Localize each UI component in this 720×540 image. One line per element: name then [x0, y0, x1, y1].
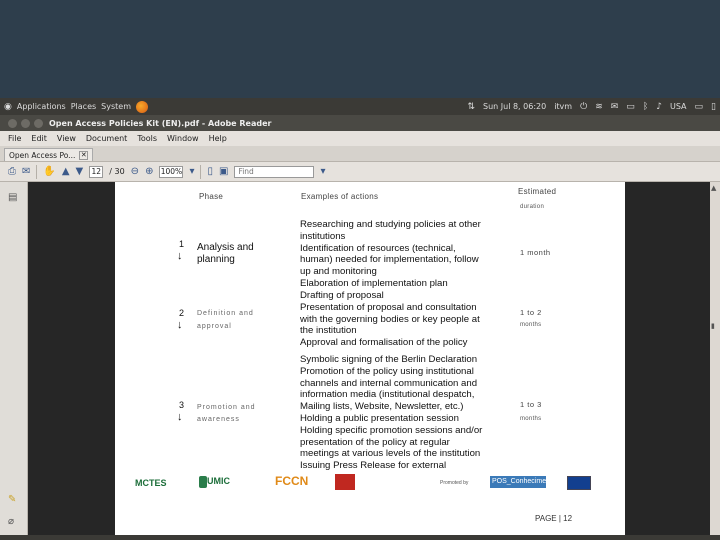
- bluetooth-icon[interactable]: ᛒ: [642, 101, 649, 112]
- pdf-page: [115, 182, 625, 536]
- toolbar-separator: [200, 165, 201, 179]
- menu-edit[interactable]: Edit: [31, 134, 47, 143]
- menu-window[interactable]: Window: [167, 134, 199, 143]
- volume-icon[interactable]: ♪: [656, 101, 662, 112]
- window-title: Open Access Policies Kit (EN).pdf - Adobe Reader: [49, 118, 272, 128]
- firefox-icon[interactable]: [136, 101, 148, 113]
- toolbar-separator: [36, 165, 37, 179]
- mail-icon[interactable]: ✉: [610, 101, 619, 112]
- close-tab-icon[interactable]: ✕: [80, 150, 87, 159]
- maximize-window-button[interactable]: [34, 119, 43, 128]
- wifi-icon[interactable]: ≋: [595, 101, 603, 112]
- header-examples: Examples of actions: [301, 192, 379, 201]
- find-dropdown-icon[interactable]: ▾: [320, 166, 326, 177]
- example-line: presentation of the policy at regular: [300, 436, 450, 448]
- phase-3-name-line1: Promotion and: [197, 404, 256, 411]
- example-line: with the governing bodies or key people at: [300, 313, 480, 325]
- power-icon[interactable]: ⏻: [580, 101, 588, 112]
- navigation-pane: [0, 182, 28, 540]
- pos-conhecimento-logo: POS_Conhecimento: [490, 476, 546, 488]
- ubuntu-logo-icon[interactable]: ◉: [4, 101, 12, 112]
- document-tab[interactable]: [4, 148, 93, 161]
- header-duration: Estimated: [518, 187, 557, 196]
- minimize-window-button[interactable]: [21, 119, 30, 128]
- example-line: Identification of resources (technical,: [300, 242, 456, 254]
- example-line: Elaboration of implementation plan: [300, 277, 448, 289]
- gnome-top-panel: [0, 98, 720, 115]
- example-line: channels and internal communication and: [300, 377, 478, 389]
- menubar: [0, 131, 720, 146]
- phase-1-name-line2: planning: [197, 254, 235, 265]
- menu-tools[interactable]: Tools: [137, 134, 158, 143]
- next-page-icon[interactable]: ▼: [75, 166, 84, 177]
- phase-3-examples: [300, 354, 496, 472]
- zoom-dropdown-icon[interactable]: ▾: [189, 166, 195, 177]
- fit-width-icon[interactable]: ▣: [219, 166, 229, 177]
- document-tab-label: Open Access Po...: [9, 150, 76, 160]
- display-icon[interactable]: ▭: [694, 101, 704, 112]
- header-duration-sub: duration: [520, 204, 545, 210]
- page-number-input[interactable]: 12: [89, 166, 103, 178]
- phase-3-name-line2: awareness: [197, 416, 240, 423]
- phase-1-duration: 1 month: [520, 248, 551, 257]
- phase-2-name-line2: approval: [197, 323, 232, 330]
- umic-logo: UMIC: [207, 476, 230, 486]
- example-line: institutions: [300, 230, 346, 242]
- zoom-level-select[interactable]: 100%: [160, 166, 183, 176]
- pages-panel-icon[interactable]: ▤: [8, 192, 18, 203]
- down-arrow-icon: ↓: [177, 250, 183, 262]
- phase-1-examples: [300, 219, 496, 290]
- bottom-taskbar: [0, 535, 720, 540]
- down-arrow-icon: ↓: [177, 319, 183, 331]
- scroll-thumb[interactable]: ▮: [711, 322, 715, 330]
- attachments-panel-icon[interactable]: ⌀: [8, 516, 15, 527]
- umic-logo-mark: [199, 476, 207, 488]
- menu-system[interactable]: System: [101, 102, 132, 111]
- example-line: meetings at various levels of the institution: [300, 448, 481, 460]
- find-input[interactable]: [234, 166, 314, 178]
- menu-help[interactable]: Help: [208, 134, 227, 143]
- hand-tool-icon[interactable]: ✋: [43, 166, 56, 177]
- email-icon[interactable]: ✉: [22, 166, 31, 177]
- previous-page-icon[interactable]: ▲: [61, 166, 70, 177]
- example-line: Mailing lists, Website, Newsletter, etc.): [300, 401, 464, 413]
- toolbar: [0, 162, 720, 182]
- phase-2-name-line1: Definition and: [197, 310, 254, 317]
- example-line: Researching and studying policies at other: [300, 219, 481, 230]
- zoom-in-icon[interactable]: ⊕: [145, 166, 154, 177]
- page-total: / 30: [109, 167, 125, 176]
- institution-logo: [335, 474, 355, 490]
- menu-places[interactable]: Places: [70, 102, 97, 111]
- example-line: Issuing Press Release for external: [300, 460, 447, 472]
- phase-3-duration-sub: months: [520, 416, 542, 422]
- example-line: Promotion of the policy using institutional: [300, 365, 474, 377]
- menu-view[interactable]: View: [56, 134, 76, 143]
- window-titlebar[interactable]: [0, 115, 720, 131]
- down-arrow-icon: ↓: [177, 411, 183, 423]
- sponsor-logos: [135, 472, 605, 496]
- keyboard-locale[interactable]: USA: [669, 102, 687, 111]
- fit-page-icon[interactable]: ▯: [207, 166, 213, 177]
- example-line: Drafting of proposal: [300, 290, 384, 301]
- example-line: Symbolic signing of the Berlin Declaration: [300, 354, 478, 365]
- phase-2-duration-sub: months: [520, 322, 542, 328]
- document-tab-bar: [0, 146, 720, 162]
- print-icon[interactable]: ⎙: [8, 166, 16, 177]
- close-window-button[interactable]: [8, 119, 17, 128]
- example-line: up and monitoring: [300, 266, 377, 278]
- zoom-out-icon[interactable]: ⊖: [130, 166, 140, 177]
- network-icon[interactable]: ⇅: [467, 101, 475, 112]
- example-line: Approval and formalisation of the policy: [300, 337, 468, 349]
- example-line: Holding a public presentation session: [300, 412, 459, 424]
- example-line: Holding specific promotion sessions and/or: [300, 424, 483, 436]
- phase-2-examples: [300, 290, 496, 349]
- example-line: Presentation of proposal and consultation: [300, 301, 477, 313]
- phase-2-duration: 1 to 2: [520, 308, 542, 317]
- fccn-logo: FCCN: [275, 474, 309, 488]
- phase-1-name-line1: Analysis and: [197, 242, 254, 253]
- mctes-logo: MCTES: [135, 478, 167, 488]
- menu-applications[interactable]: Applications: [16, 102, 66, 111]
- vertical-scrollbar[interactable]: [710, 182, 720, 540]
- header-phase: Phase: [199, 192, 224, 201]
- desktop-background: [0, 0, 720, 98]
- phase-3-duration: 1 to 3: [520, 400, 542, 409]
- menu-document[interactable]: Document: [85, 134, 128, 143]
- phase-2-number: 2: [179, 308, 185, 318]
- phase-3-number: 3: [179, 400, 185, 410]
- menu-file[interactable]: File: [8, 134, 22, 143]
- user-name[interactable]: itvm: [554, 102, 573, 111]
- scroll-up-icon[interactable]: ▲: [711, 184, 717, 192]
- clock[interactable]: Sun Jul 8, 06:20: [483, 102, 547, 111]
- example-line: information media (institutional despatch,: [300, 389, 475, 401]
- example-line: human) needed for implementation, follow: [300, 254, 479, 266]
- battery-icon[interactable]: ▭: [626, 101, 635, 112]
- trash-icon[interactable]: ▯: [711, 101, 716, 112]
- eu-flag-logo: [567, 476, 591, 490]
- example-line: the institution: [300, 325, 357, 337]
- page-footer-number: PAGE | 12: [535, 514, 573, 523]
- promoted-by-label: Promoted by: [440, 480, 469, 486]
- comments-panel-icon[interactable]: ✎: [8, 494, 17, 505]
- phase-1-number: 1: [179, 239, 185, 249]
- window-controls: [8, 119, 43, 128]
